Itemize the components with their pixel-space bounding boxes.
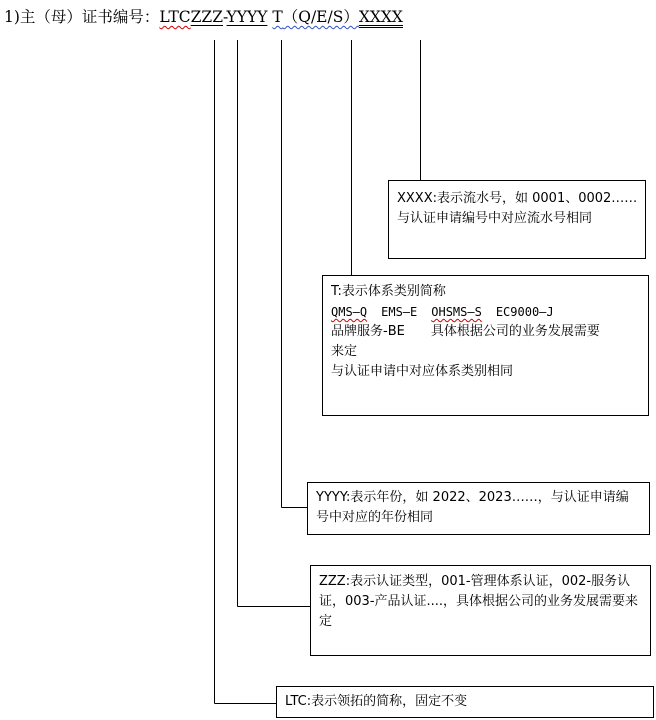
code-ec9000: EC9000—J (495, 305, 554, 319)
zzz-description-box (310, 565, 651, 656)
t-description-box (322, 275, 649, 416)
t-business-note: 具体根据公司的业务发展需要 (430, 324, 600, 339)
code-xxxx: XXXX (358, 8, 403, 26)
t-description-line4: 来定 (331, 344, 358, 359)
t-description-line5: 与认证申请中对应体系类别相同 (331, 364, 514, 379)
code-yyyy: YYYY (226, 8, 268, 26)
ltc-description-box (276, 686, 654, 718)
t-system-codes (331, 302, 640, 322)
xxxx-description-line1: XXXX:表示流水号，如 0001、0002…… (397, 191, 638, 206)
xxxx-description-box (388, 180, 646, 259)
code-qes: （Q/E/S） (282, 8, 359, 26)
t-description-line3 (331, 322, 640, 342)
code-qms: QMS—Q (331, 305, 368, 319)
code-dash: - (222, 8, 227, 26)
code-ltc: LTC (159, 8, 191, 26)
code-t: T (272, 8, 283, 26)
code-zzz: ZZZ (190, 8, 223, 26)
yyyy-description-box (307, 482, 650, 535)
certificate-number-format (4, 6, 403, 28)
code-ems: EMS—E (381, 305, 418, 319)
zzz-description-text: ZZZ:表示认证类型，001-管理体系认证，002-服务认证，003-产品认证....，具体根据公司的业务发展需要来定 (319, 574, 639, 629)
t-description-line1: T:表示体系类别简称 (331, 284, 446, 299)
brand-service-code: 品牌服务-BE (331, 324, 405, 339)
code-ohsms: OHSMS—S (431, 305, 482, 319)
yyyy-description-text: YYYY:表示年份，如 2022、2023……，与认证申请编号中对应的年份相同 (316, 490, 629, 525)
xxxx-description-line2: 与认证申请编号中对应流水号相同 (397, 211, 593, 226)
heading-prefix: 1)主（母）证书编号： (4, 8, 160, 26)
ltc-description-text: LTC:表示领拓的简称，固定不变 (285, 694, 468, 709)
